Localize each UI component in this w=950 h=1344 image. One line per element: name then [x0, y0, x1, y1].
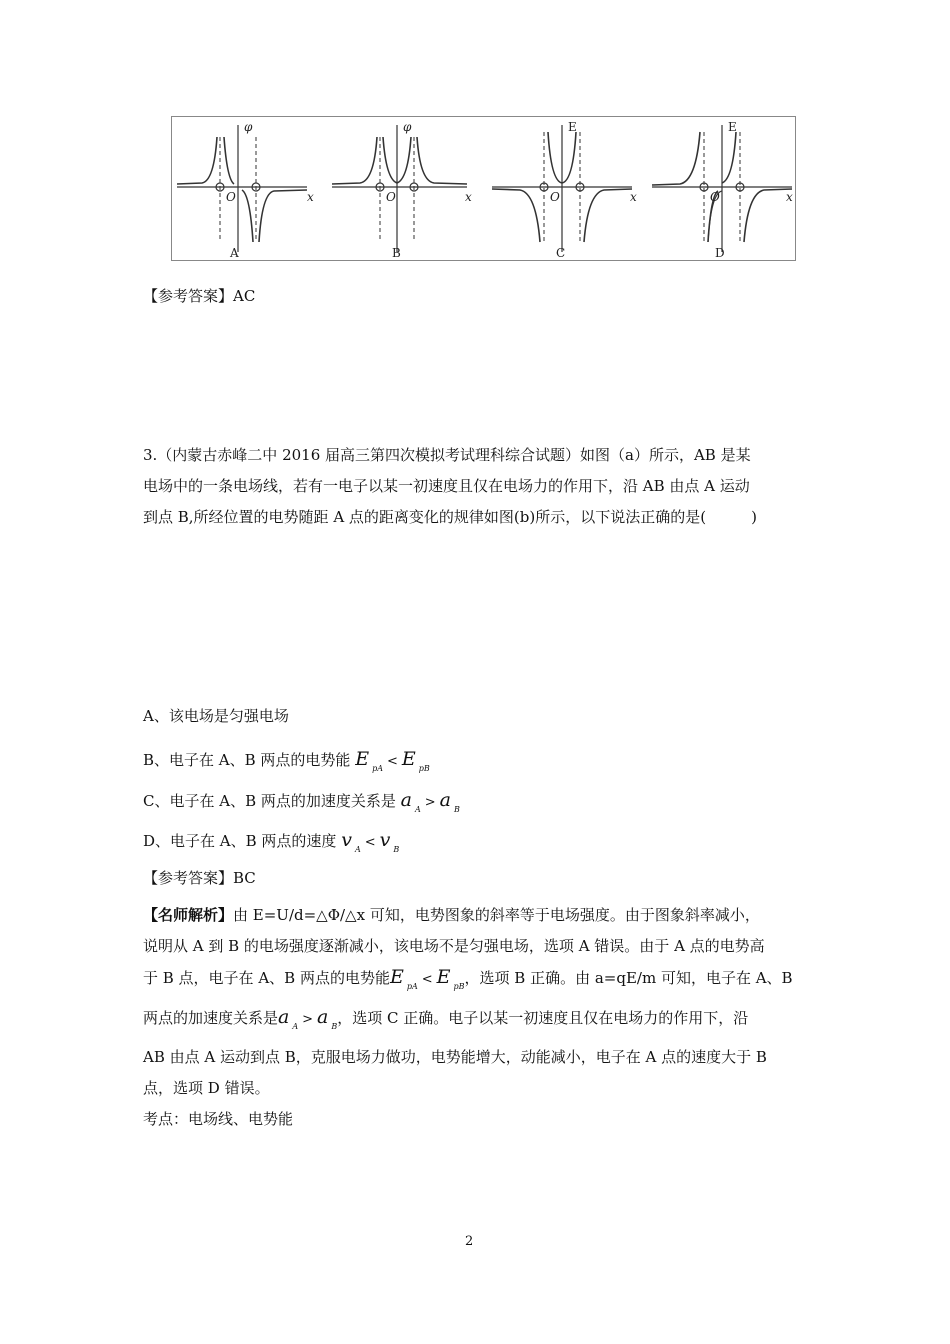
option-a: A、该电场是匀强电场 — [143, 707, 289, 725]
analysis-line-3: 于 B 点，电子在 A、B 两点的电势能E $_{pA}$ < E $_{pB}$，选项 B 正确。由 a=qE/m 可知，电子在 A、B — [143, 966, 793, 991]
question-line-2: 电场中的一条电场线，若有一电子以某一初速度且仅在电场力的作用下，沿 AB 由点 A 运动 — [143, 477, 750, 495]
panel-d-axis-y-label: E — [728, 120, 737, 134]
panel-d — [652, 125, 792, 252]
panel-a-axis-y-label: φ — [244, 120, 253, 134]
answer-2: 【参考答案】BC — [143, 869, 256, 887]
panel-c-origin: O — [550, 190, 560, 204]
option-c-text: C、电子在 A、B 两点的加速度关系是 — [143, 792, 396, 810]
analysis-line-6: 点，选项 D 错误。 — [143, 1079, 270, 1097]
answer-1: 【参考答案】AC — [143, 287, 256, 305]
kaodian: 考点：电场线、电势能 — [143, 1110, 294, 1128]
option-d-math: v $_A$ < v $_B$ — [341, 829, 400, 854]
analysis-line-1: 【名师解析】由 E=U/d=△Φ/△x 可知，电势图象的斜率等于电场强度。由于图象斜率减小， — [143, 906, 760, 924]
option-b-text: B、电子在 A、B 两点的电势能 — [143, 751, 351, 769]
panel-b — [332, 125, 467, 252]
figure-four-graphs — [171, 116, 796, 261]
panel-b-axis-x-label: x — [465, 190, 472, 204]
analysis-line-2: 说明从 A 到 B 的电场强度逐渐减小，该电场不是匀强电场，选项 A 错误。由于 A 点的电势高 — [143, 937, 765, 955]
analysis-line-4: 两点的加速度关系是a $_A$ > a $_B$，选项 C 正确。电子以某一初速度且仅在电场力的作用下，沿 — [143, 1006, 749, 1031]
panel-c — [492, 125, 632, 252]
analysis — [143, 900, 803, 1135]
question-line-3: 到点 B,所经位置的电势随距 A 点的距离变化的规律如图(b)所示，以下说法正确的是( ) — [143, 508, 757, 526]
question-3 — [143, 440, 803, 533]
analysis-label: 【名师解析】 — [143, 906, 234, 924]
option-c-math: a $_A$ > a $_B$ — [400, 789, 460, 814]
panel-d-label: D — [715, 246, 725, 260]
panel-d-axis-x-label: x — [786, 190, 793, 204]
panel-b-origin: O — [386, 190, 396, 204]
panel-d-origin: O — [710, 190, 720, 204]
option-d-text: D、电子在 A、B 两点的速度 — [143, 832, 337, 850]
panel-c-axis-y-label: E — [568, 120, 577, 134]
page-number: 2 — [465, 1234, 474, 1249]
panel-a-axis-x-label: x — [307, 190, 314, 204]
option-b-math: E $_{pA}$ < E $_{pB}$ — [355, 748, 430, 773]
panel-c-axis-x-label: x — [630, 190, 637, 204]
question-line-1: 3.（内蒙古赤峰二中 2016 届高三第四次模拟考试理科综合试题）如图（a）所示，AB 是某 — [143, 446, 751, 464]
option-b — [143, 749, 430, 779]
panel-b-axis-y-label: φ — [403, 120, 412, 134]
panel-b-label: B — [392, 246, 401, 260]
panel-a-origin: O — [226, 190, 236, 204]
analysis-line-5: AB 由点 A 运动到点 B，克服电场力做功，电势能增大，动能减小，电子在 A 点的速度大于 B — [143, 1048, 767, 1066]
option-c — [143, 790, 460, 820]
panel-a — [177, 125, 307, 252]
panel-c-label: C — [556, 246, 566, 260]
option-d — [143, 830, 399, 860]
panel-a-label: A — [230, 246, 239, 260]
graphs-svg — [172, 117, 797, 262]
